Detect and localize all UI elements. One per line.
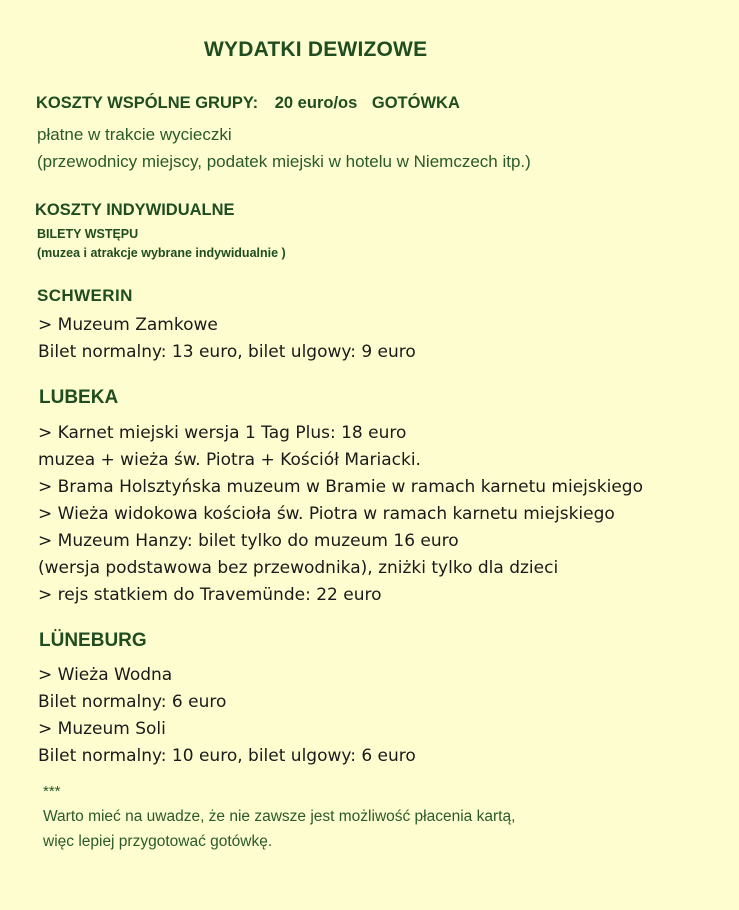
group-costs-amount: 20 euro/os	[274, 94, 358, 112]
lubeka-line: > Wieża widokowa kościoła św. Piotra w ramach karnetu miejskiego	[38, 504, 615, 524]
luneburg-line: Bilet normalny: 6 euro	[38, 692, 227, 712]
city-heading-lubeka: LUBEKA	[39, 387, 119, 408]
lubeka-line: muzea + wieża św. Piotra + Kościół Mariacki.	[38, 450, 421, 470]
city-heading-schwerin: SCHWERIN	[37, 286, 133, 305]
lubeka-line: > rejs statkiem do Travemünde: 22 euro	[38, 585, 382, 605]
note-line: więc lepiej przygotować gotówkę.	[43, 833, 273, 850]
lubeka-line: > Brama Holsztyńska muzeum w Bramie w ramach karnetu miejskiego	[38, 477, 643, 497]
lubeka-line: (wersja podstawowa bez przewodnika), zniżki tylko dla dzieci	[38, 558, 559, 578]
group-costs-line: (przewodnicy miejscy, podatek miejski w hotelu w Niemczech itp.)	[37, 152, 531, 171]
page-title: WYDATKI DEWIZOWE	[204, 38, 428, 61]
schwerin-line: Bilet normalny: 13 euro, bilet ulgowy: 9 euro	[38, 342, 416, 362]
luneburg-line: Bilet normalny: 10 euro, bilet ulgowy: 6 euro	[38, 746, 416, 766]
group-costs-heading	[36, 94, 460, 113]
luneburg-line: > Muzeum Soli	[38, 719, 166, 739]
lubeka-line: > Muzeum Hanzy: bilet tylko do muzeum 16 euro	[38, 531, 459, 551]
luneburg-line: > Wieża Wodna	[38, 665, 173, 685]
group-costs-payment: GOTÓWKA	[371, 94, 460, 112]
individual-costs-subheading: BILETY WSTĘPU	[37, 227, 139, 241]
group-costs-label: KOSZTY WSPÓLNE GRUPY:	[36, 94, 259, 112]
individual-costs-note: (muzea i atrakcje wybrane indywidualnie )	[37, 246, 286, 260]
individual-costs-heading: KOSZTY INDYWIDUALNE	[35, 201, 235, 219]
note-line: Warto mieć na uwadze, że nie zawsze jest możliwość płacenia kartą,	[43, 808, 516, 825]
group-costs-line: płatne w trakcie wycieczki	[37, 125, 232, 144]
schwerin-line: > Muzeum Zamkowe	[38, 315, 218, 335]
lubeka-line: > Karnet miejski wersja 1 Tag Plus: 18 euro	[38, 423, 407, 443]
note-separator: ***	[43, 783, 61, 800]
city-heading-luneburg: LÜNEBURG	[39, 630, 147, 651]
